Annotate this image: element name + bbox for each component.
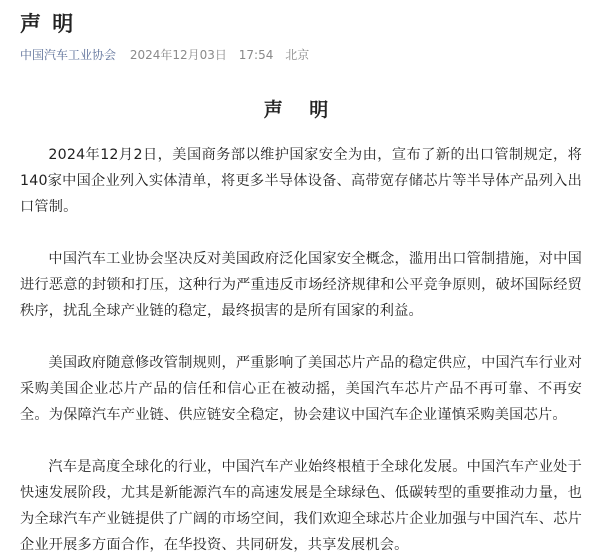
statement-title: 声 明 bbox=[263, 99, 339, 121]
article-meta bbox=[20, 47, 582, 63]
paragraph: 汽车是高度全球化的行业，中国汽车产业始终根植于全球化发展。中国汽车产业处于快速发展阶段，尤其是新能源汽车的高速发展是全球绿色、低碳转型的重要推动力量，也为全球汽车产业链提供了广阔的市场空间，我们欢迎全球芯片企业加强与中国汽车、芯片企业开展多方面合作，在华投资、共同研发，共享发展机会。 bbox=[20, 459, 582, 553]
article-body bbox=[20, 142, 582, 558]
article-header-title: 声 明 bbox=[20, 12, 76, 36]
account-name-link[interactable]: 中国汽车工业协会 bbox=[20, 48, 117, 62]
paragraph: 2024年12月2日，美国商务部以维护国家安全为由，宣布了新的出口管制规定，将140家中国企业列入实体清单，将更多半导体设备、高带宽存储芯片等半导体产品列入出口管制。 bbox=[20, 147, 582, 215]
paragraph: 美国政府随意修改管制规则，严重影响了美国芯片产品的稳定供应，中国汽车行业对采购美国企业芯片产品的信任和信心正在被动摇，美国汽车芯片产品不再可靠、不再安全。为保障汽车产业链、供应链安全稳定，协会建议中国汽车企业谨慎采购美国芯片。 bbox=[20, 355, 582, 423]
paragraph: 中国汽车工业协会坚决反对美国政府泛化国家安全概念，滥用出口管制措施，对中国进行恶意的封锁和打压，这种行为严重违反市场经济规律和公平竞争原则，破坏国际经贸秩序，扰乱全球产业链的稳定，最终损害的是所有国家的利益。 bbox=[20, 251, 582, 319]
publish-time: 17:54 bbox=[238, 48, 274, 62]
publish-date: 2024年12月03日 bbox=[129, 48, 227, 62]
publish-location: 北京 bbox=[285, 48, 310, 62]
